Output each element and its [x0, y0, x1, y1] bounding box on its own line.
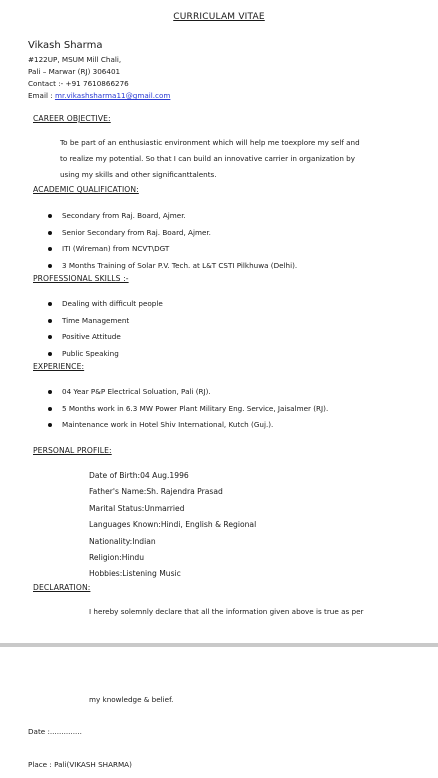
bullet-icon [48, 231, 52, 235]
personal-profile-list [89, 470, 256, 585]
skills-heading: PROFESSIONAL SKILLS :- [33, 274, 129, 283]
academic-list [48, 210, 297, 276]
profile-row: Father's Name:Sh. Rajendra Prasad [89, 487, 223, 497]
address-line-2: Pali – Marwar (RJ) 306401 [28, 67, 121, 76]
list-item: Maintenance work in Hotel Shiv International, Kutch (Guj.). [48, 419, 328, 436]
email-link[interactable]: mr.vikashsharma11@gmail.com [54, 91, 171, 100]
bullet-icon [48, 302, 52, 306]
declaration-heading: DECLARATION: [33, 583, 91, 592]
bullet-icon [48, 264, 52, 268]
candidate-name: Vikash Sharma [28, 40, 103, 51]
list-item: 3 Months Training of Solar P.V. Tech. at L&T CSTI Pilkhuwa (Delhi). [48, 260, 297, 277]
career-line-3: using my skills and other significanttalents. [60, 170, 217, 179]
experience-list [48, 386, 328, 436]
list-item: Secondary from Raj. Board, Ajmer. [48, 210, 297, 227]
place-line: Place : Pali(VIKASH SHARMA) [28, 760, 132, 769]
experience-heading: EXPERIENCE: [33, 362, 85, 371]
list-item: Time Management [48, 315, 163, 332]
profile-row: Hobbies:Listening Music [89, 569, 181, 579]
list-item: ITI (Wireman) from NCVT\DGT [48, 243, 297, 260]
profile-row: Nationality:Indian [89, 536, 156, 546]
list-item: 04 Year P&P Electrical Soluation, Pali (RJ). [48, 386, 328, 403]
date-line: Date :.............. [28, 727, 82, 736]
bullet-icon [48, 390, 52, 394]
profile-row: Marital Status:Unmarried [89, 503, 185, 513]
contact-line: Contact :- +91 7610866276 [28, 79, 129, 88]
profile-row: Languages Known:Hindi, English & Regional [89, 520, 257, 530]
career-line-2: to realize my potential. So that I can build an innovative carrier in organization by [60, 154, 355, 163]
profile-row: Date of Birth:04 Aug.1996 [89, 471, 189, 480]
list-item: Senior Secondary from Raj. Board, Ajmer. [48, 227, 297, 244]
declaration-line-2: my knowledge & belief. [89, 695, 174, 704]
bullet-icon [48, 352, 52, 356]
page-two [0, 647, 438, 778]
bullet-icon [48, 319, 52, 323]
bullet-icon [48, 335, 52, 339]
list-item: Positive Attitude [48, 331, 163, 348]
list-item: Dealing with difficult people [48, 298, 163, 315]
document-title: CURRICULAM VITAE [173, 12, 265, 22]
bullet-icon [48, 423, 52, 427]
address-line-1: #122UP, MSUM Mill Chali, [28, 55, 122, 64]
list-item: Public Speaking [48, 348, 163, 365]
bullet-icon [48, 407, 52, 411]
bullet-icon [48, 247, 52, 251]
academic-heading: ACADEMIC QUALIFICATION: [33, 185, 139, 194]
email-line [28, 90, 170, 102]
declaration-line-1: I hereby solemnly declare that all the information given above is true as per [89, 607, 364, 616]
list-item: 5 Months work in 6.3 MW Power Plant Military Eng. Service, Jaisalmer (RJ). [48, 403, 328, 420]
profile-row: Religion:Hindu [89, 552, 145, 562]
career-line-1: To be part of an enthusiastic environment which will help me toexplore my self and [60, 138, 360, 147]
career-objective-heading: CAREER OBJECTIVE: [33, 114, 111, 123]
email-label: Email : [28, 91, 55, 100]
skills-list [48, 298, 163, 364]
personal-profile-heading: PERSONAL PROFILE: [33, 446, 112, 455]
bullet-icon [48, 214, 52, 218]
